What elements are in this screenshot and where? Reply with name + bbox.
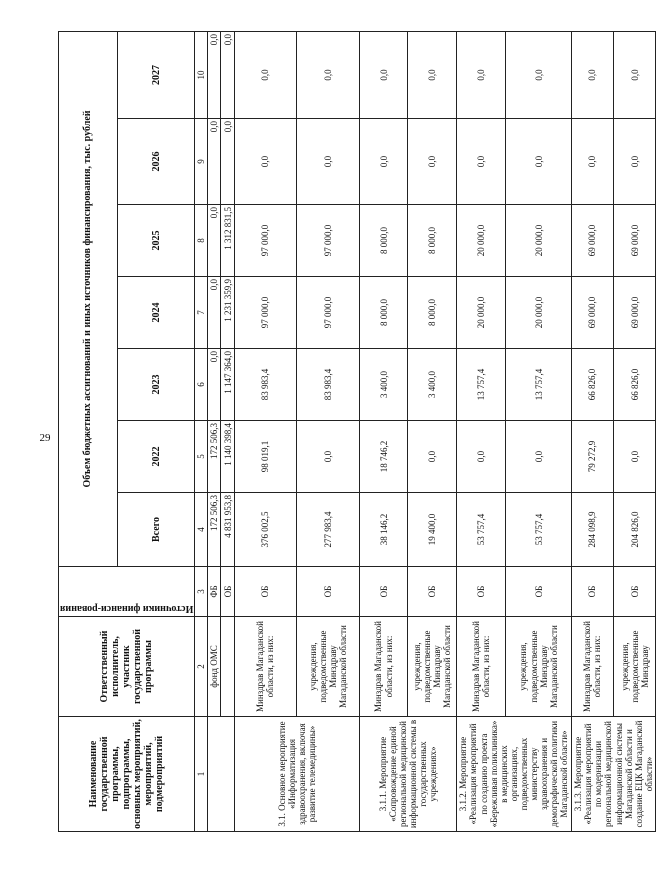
value-cell: 0,0 [408,119,456,205]
value-cell: 8 000,0 [408,277,456,349]
value-cell: 3 400,0 [359,349,407,421]
column-number: 5 [195,421,208,493]
value-cell: 66 826,0 [614,349,656,421]
column-number: 7 [195,277,208,349]
header-executor: Ответственный исполнитель, участник государственной программы [59,617,195,717]
table-row [408,31,456,831]
value-cell: 0,0 [359,31,407,118]
value-cell: 83 983,4 [297,349,360,421]
value-cell: 8 000,0 [359,205,407,277]
value-cell: 0,0 [614,31,656,118]
source-cell: ОБ [234,567,297,617]
executor-cell: Минздрав Магаданской области, из них: [234,617,297,717]
column-number: 9 [195,119,208,205]
executor-cell: учреждения, подведомственные Минздраву Магаданской области [297,617,360,717]
source-cell: ФБ [208,567,221,617]
value-cell: 376 002,5 [234,493,297,567]
table-row [359,31,407,831]
executor-cell: Минздрав Магаданской области, из них: [456,617,506,717]
value-cell: 4 831 953,8 [221,493,234,567]
value-cell: 172 506,3 [208,493,221,567]
value-cell: 20 000,0 [506,205,571,277]
page-number: 29 [39,432,51,444]
value-cell: 0,0 [297,421,360,493]
value-cell: 38 146,2 [359,493,407,567]
executor-cell: фонд ОМС [208,617,221,717]
table-body [208,31,656,831]
value-cell: 0,0 [208,119,221,205]
value-cell: 0,0 [571,119,613,205]
value-cell: 172 506,3 [208,421,221,493]
table-row [234,31,297,831]
value-cell: 53 757,4 [456,493,506,567]
source-cell: ОБ [506,567,571,617]
value-cell: 69 000,0 [571,277,613,349]
header-year: 2027 [117,31,194,118]
header-name: Наименование государственной программы, подпрограммы, основных мероприятий, мероприятий, подмероприятий [59,717,195,832]
value-cell: 0,0 [614,421,656,493]
program-name-cell: 3.1. Основное мероприятие «Информатизация здравоохранения, включая развитие телемедицины» [234,717,359,832]
source-cell: ОБ [614,567,656,617]
value-cell: 3 400,0 [408,349,456,421]
table-head [59,31,208,831]
value-cell: 277 983,4 [297,493,360,567]
program-name-cell: 3.1.2. Мероприятие «Реализация мероприятий по созданию проекта «Бережливая поликлиника» в медицинских организациях, подведомственных министерству здравоохранения и демографической политики Магаданской области» [456,717,571,832]
column-number: 6 [195,349,208,421]
column-number: 1 [195,717,208,832]
header-year: 2026 [117,119,194,205]
executor-cell: Минздрав Магаданской области, из них: [571,617,613,717]
value-cell: 69 000,0 [614,205,656,277]
value-cell: 0,0 [208,349,221,421]
column-number: 8 [195,205,208,277]
source-cell: ОБ [571,567,613,617]
value-cell: 0,0 [571,31,613,118]
value-cell: 97 000,0 [234,277,297,349]
value-cell: 20 000,0 [506,277,571,349]
value-cell: 20 000,0 [456,277,506,349]
header-year: 2023 [117,349,194,421]
value-cell: 0,0 [234,119,297,205]
value-cell: 8 000,0 [408,205,456,277]
value-cell: 284 098,9 [571,493,613,567]
value-cell: 0,0 [506,119,571,205]
value-cell: 0,0 [456,31,506,118]
table-row [506,31,571,831]
executor-cell: учреждения, подведомственные Минздраву [614,617,656,717]
column-number-row [195,31,208,831]
value-cell: 83 983,4 [234,349,297,421]
value-cell: 79 272,9 [571,421,613,493]
value-cell: 0,0 [297,31,360,118]
table-row [456,31,506,831]
value-cell: 13 757,4 [456,349,506,421]
source-cell: ОБ [221,567,234,617]
financing-table [58,31,656,832]
value-cell: 0,0 [208,205,221,277]
header-year: 2022 [117,421,194,493]
name-cell [208,717,234,832]
value-cell: 19 400,0 [408,493,456,567]
source-cell: ОБ [359,567,407,617]
value-cell: 1 312 831,5 [221,205,234,277]
value-cell: 0,0 [614,119,656,205]
header-source-cell [59,567,195,617]
table-row [221,31,234,831]
value-cell: 18 746,2 [359,421,407,493]
value-cell: 66 826,0 [571,349,613,421]
program-name-cell: 3.1.3. Мероприятие «Реализация мероприятий по модернизации региональной медицинской информационной системы Магаданской области и создание ЕЦК Магаданской области» [571,717,656,832]
source-cell: ОБ [297,567,360,617]
value-cell: 0,0 [408,421,456,493]
value-cell: 69 000,0 [614,277,656,349]
value-cell: 0,0 [297,119,360,205]
value-cell: 0,0 [506,421,571,493]
column-number: 3 [195,567,208,617]
value-cell: 1 140 398,4 [221,421,234,493]
table-row [297,31,360,831]
value-cell: 1 231 359,9 [221,277,234,349]
value-cell: 97 000,0 [234,205,297,277]
value-cell: 97 000,0 [297,205,360,277]
value-cell: 98 019,1 [234,421,297,493]
executor-cell: учреждения, подведомственные Минздраву Магаданской области [408,617,456,717]
value-cell: 13 757,4 [506,349,571,421]
program-name-cell: 3.1.1. Мероприятие «Сопровождение единой региональной медицинской информационной системы в государственных учреждениях» [359,717,456,832]
header-volume: Объем бюджетных ассигнований и иных источников финансирования, тыс. рублей [59,31,118,566]
table-row [571,31,613,831]
value-cell: 0,0 [359,119,407,205]
executor-cell: учреждения, подведомственные Минздраву Магаданской области [506,617,571,717]
executor-cell [221,617,234,717]
source-cell: ОБ [456,567,506,617]
column-number: 4 [195,493,208,567]
table-row [614,31,656,831]
value-cell: 53 757,4 [506,493,571,567]
header-year: 2025 [117,205,194,277]
value-cell: 8 000,0 [359,277,407,349]
header-source: Источники финанси-рования [60,603,194,614]
value-cell: 0,0 [456,119,506,205]
value-cell: 0,0 [506,31,571,118]
value-cell: 97 000,0 [297,277,360,349]
executor-cell: Минздрав Магаданской области, из них: [359,617,407,717]
value-cell: 0,0 [408,31,456,118]
value-cell: 69 000,0 [571,205,613,277]
value-cell: 0,0 [221,119,234,205]
column-number: 10 [195,31,208,118]
table-row [208,31,221,831]
column-number: 2 [195,617,208,717]
value-cell: 0,0 [221,31,234,118]
value-cell: 0,0 [208,277,221,349]
value-cell: 204 826,0 [614,493,656,567]
rotated-table-container [58,32,654,832]
value-cell: 1 147 364,0 [221,349,234,421]
header-total: Всего [117,493,194,567]
value-cell: 0,0 [208,31,221,118]
source-cell: ОБ [408,567,456,617]
value-cell: 0,0 [234,31,297,118]
value-cell: 20 000,0 [456,205,506,277]
value-cell: 0,0 [456,421,506,493]
header-year: 2024 [117,277,194,349]
